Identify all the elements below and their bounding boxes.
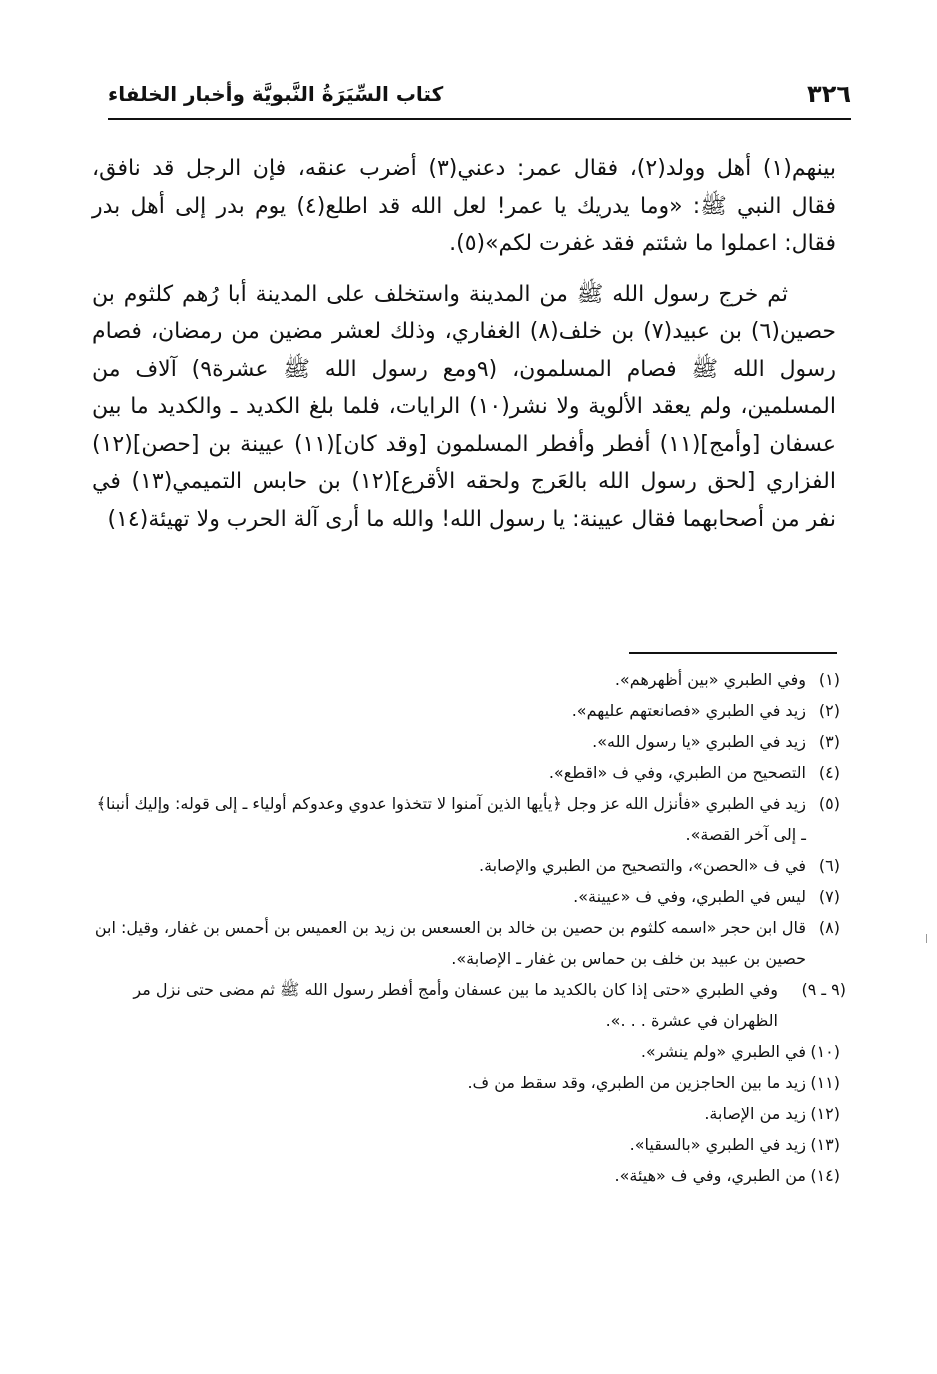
footnote-number: (١١) <box>810 1073 840 1092</box>
header-rule <box>108 118 851 120</box>
footnote-13 <box>90 1129 840 1160</box>
footnote-2 <box>90 695 840 726</box>
footnote-text: من الطبري، وفي ف «هيئة». <box>614 1166 806 1185</box>
footnote-text: زيد في الطبري «يا رسول الله». <box>592 732 806 751</box>
footnote-14 <box>90 1160 840 1191</box>
margin-mark <box>926 934 927 943</box>
footnote-3 <box>90 726 840 757</box>
footnote-text: زيد ما بين الحاجزين من الطبري، وقد سقط من ف. <box>467 1073 806 1092</box>
footnote-number: (٤) <box>818 763 840 782</box>
footnote-number: (١٣) <box>810 1135 840 1154</box>
footnote-number: (١٢) <box>810 1104 840 1123</box>
footnote-number: (١) <box>818 670 840 689</box>
footnote-text: ليس في الطبري، وفي ف «عيينة». <box>573 887 806 906</box>
footnote-text: زيد في الطبري «فصانعتهم عليهم». <box>571 701 806 720</box>
footnote-number: (١٠) <box>810 1042 840 1061</box>
footnote-10 <box>90 1036 840 1067</box>
footnote-6 <box>90 850 840 881</box>
footnote-number: (٧) <box>818 887 840 906</box>
footnote-11 <box>90 1067 840 1098</box>
footnote-text: قال ابن حجر «اسمه كلثوم بن حصين بن خالد بن العسعس بن زيد بن العميس بن أحمس بن غفار، وقيل: ابن حصين بن عبيد بن خلف بن حماس بن غفار ـ الإصابة». <box>94 918 806 968</box>
footnote-7 <box>90 881 840 912</box>
footnote-text: زيد في الطبري «بالسقيا». <box>629 1135 806 1154</box>
footnote-8 <box>90 912 840 974</box>
footnote-text: زيد من الإصابة. <box>704 1104 806 1123</box>
page-header <box>108 78 851 116</box>
footnote-number: (٨) <box>818 918 840 937</box>
paragraph-1: بينهم(١) أهل وولد(٢)، فقال عمر: دعني(٣) أضرب عنقه، فإن الرجل قد نافق، فقال النبي ﷺ: «وما يدريك يا عمر! لعل الله قد اطلع(٤) يوم بدر إلى أهل بدر فقال: اعملوا ما شئتم فقد غفرت لكم»(٥). <box>92 156 837 256</box>
footnote-number: (٩ ـ ٩) <box>801 980 846 999</box>
footnote-number: (٣) <box>818 732 840 751</box>
footnote-number: (١٤) <box>810 1166 840 1185</box>
footnote-9 <box>90 974 846 1036</box>
page-number: ٣٢٦ <box>807 80 851 108</box>
main-text <box>92 150 836 538</box>
footnote-number: (٦) <box>818 856 840 875</box>
footnote-text: وفي الطبري «بين أظهرهم». <box>614 670 806 689</box>
footnote-4 <box>90 757 840 788</box>
footnote-rule <box>629 652 837 654</box>
footnote-12 <box>90 1098 840 1129</box>
footnote-text: في الطبري «ولم ينشر». <box>640 1042 806 1061</box>
footnote-number: (٥) <box>818 794 840 813</box>
footnotes-list <box>90 664 846 1191</box>
paragraph-2: ثم خرج رسول الله ﷺ من المدينة واستخلف على المدينة أبا رُهم كلثوم بن حصين(٦) بن عبيد(٧) بن خلف(٨) الغفاري، وذلك لعشر مضين من رمضان، فصام رسول الله ﷺ فصام المسلمون، (٩ومع رسول الله ﷺ عشرة٩) آلاف من المسلمين، ولم يعقد الألوية ولا نشر(١٠) الرايات، فلما بلغ الكديد ـ والكديد ما بين عسفان [وأمج](١١) أفطر وأفطر المسلمون [وقد كان](١١) عيينة بن [حصن](١٢) الفزاري [لحق رسول الله بالعَرج ولحقه الأقرع](١٢) بن حابس التميمي(١٣) في نفر من أصحابهما فقال عيينة: يا رسول الله! والله ما أرى آلة الحرب ولا تهيئة(١٤) <box>92 281 836 532</box>
footnote-text: في ف «الحصن»، والتصحيح من الطبري والإصابة. <box>478 856 806 875</box>
footnote-number: (٢) <box>818 701 840 720</box>
footnote-text: زيد في الطبري «فأنزل الله عز وجل ﴿يأيها الذين آمنوا لا تتخذوا عدوي وعدوكم أولياء ـ إلى قوله: وإليك أنبنا﴾ ـ إلى آخر القصة». <box>96 794 806 844</box>
running-title: كتاب السِّيَرَةُ النَّبويَّة وأخبار الخلفاء <box>108 82 444 106</box>
footnote-text: التصحيح من الطبري، وفي ف «اقطع». <box>548 763 806 782</box>
footnote-1 <box>90 664 840 695</box>
footnote-5 <box>90 788 840 850</box>
footnote-text: وفي الطبري «حتى إذا كان بالكديد ما بين عسفان وأمج أفطر رسول الله ﷺ ثم مضى حتى نزل مر الظهران في عشرة . . .». <box>133 980 778 1030</box>
